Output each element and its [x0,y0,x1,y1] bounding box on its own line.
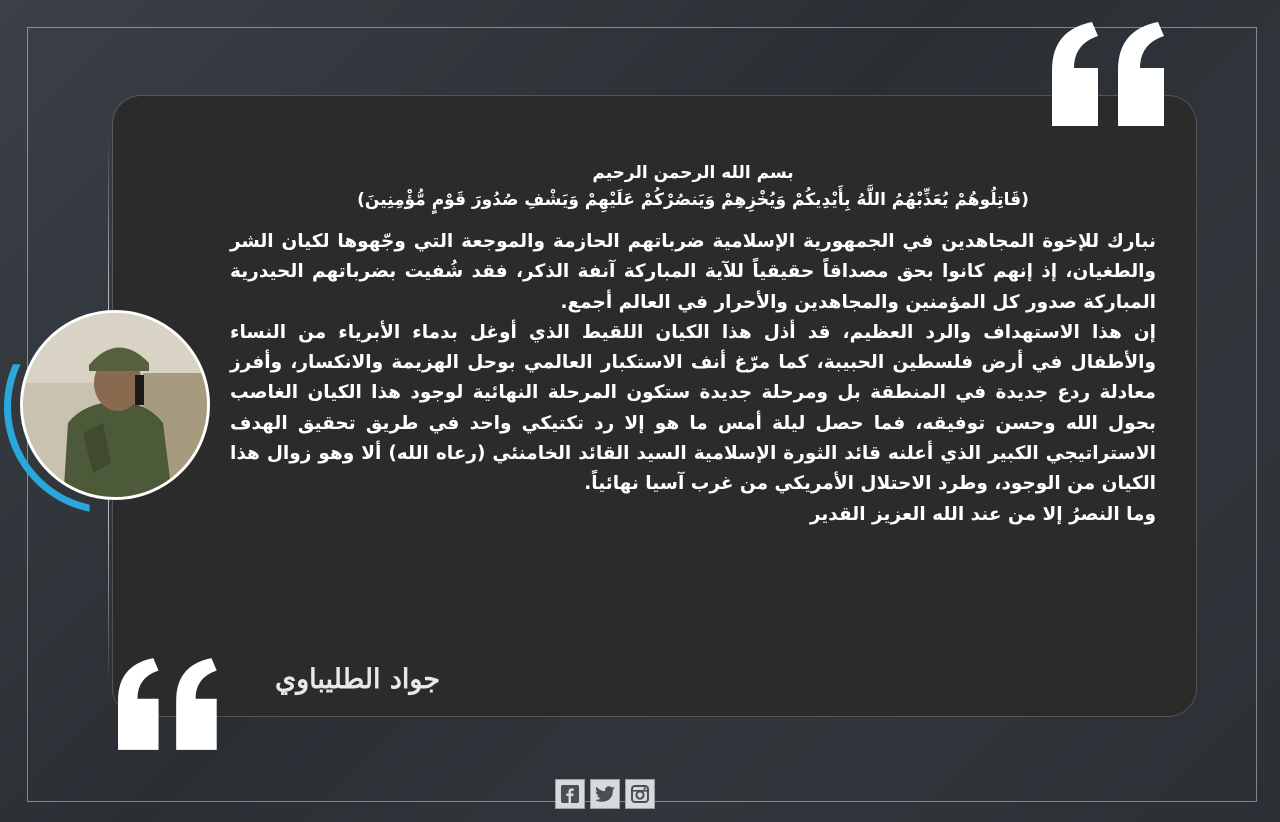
instagram-icon [631,785,649,803]
twitter-icon [595,786,615,803]
author-photo-frame [4,300,218,514]
author-signature: جواد الطليباوي [274,664,441,695]
social-links [555,779,655,809]
facebook-icon [561,785,579,803]
facebook-link[interactable] [555,779,585,809]
paragraph-2: إن هذا الاستهداف والرد العظيم، قد أذل هذا الكيان اللقيط الذي أوغل بدماء الأبرياء من النساء والأطفال في أرض فلسطين الحبيبة، كما مرّغ أنف الاستكبار العالمي بوحل الهزيمة والانكسار، وأفرز معادلة ردع جديدة في المنطقة بل ومرحلة جديدة ستكون المرحلة النهائية لوجود هذا الكيان الغاصب بحول الله وحسن توفيقه، فما حصل ليلة أمس ما هو إلا رد تكتيكي واحد في طريق تحقيق الهدف الاستراتيجي الكبير الذي أعلنه قائد الثورة الإسلامية السيد القائد الخامنئي (رعاه الله) ألا وهو زوال هذا الكيان من الوجود، وطرد الاحتلال الأمريكي من غرب آسيا نهائياً. [230,321,1156,495]
author-photo [20,310,210,500]
quote-open-icon [1052,22,1170,126]
instagram-link[interactable] [625,779,655,809]
paragraph-1: نبارك للإخوة المجاهدين في الجمهورية الإسلامية ضرباتهم الحازمة والموجعة التي وجّهوها لكيان الشر والطغيان، إذ إنهم كانوا بحق مصداقاً حقيقياً للآية المباركة آنفة الذكر، فقد شُفيت بضرباتهم الحيدرية المباركة صدور كل المؤمنين والمجاهدين والأحرار في العالم أجمع. [230,231,1156,313]
basmala: بسم الله الرحمن الرحيم [592,163,794,183]
closing-line: وما النصرُ إلا من عند الله العزيز القدير [809,503,1156,525]
twitter-link[interactable] [590,779,620,809]
quote-close-icon [118,652,222,756]
quran-verse: (قَاتِلُوهُمْ يُعَذِّبْهُمُ اللَّهُ بِأَيْدِيكُمْ وَيُخْزِهِمْ وَيَنصُرْكُمْ عَلَيْهِمْ وَيَشْفِ صُدُورَ قَوْمٍ مُّؤْمِنِينَ) [357,190,1029,210]
statement-text [230,160,1156,530]
